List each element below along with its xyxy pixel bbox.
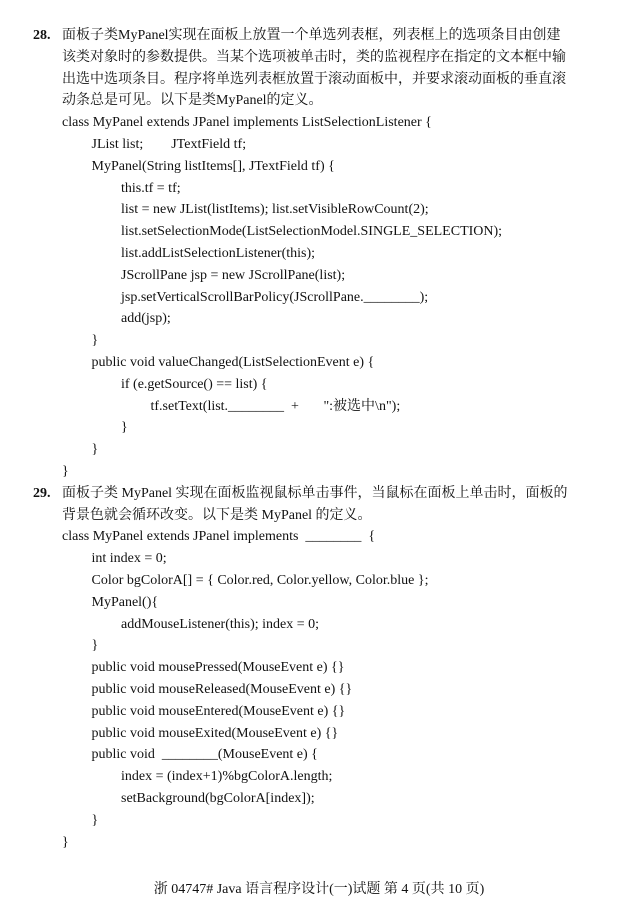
code-line: public void mouseReleased(MouseEvent e) {}	[91, 682, 353, 697]
code-line: }	[62, 834, 69, 850]
question-text-line: 面板子类MyPanel实现在面板上放置一个单选列表框，列表框上的选项条目由创建	[62, 28, 561, 43]
code-line: if (e.getSource() == list) {	[121, 376, 268, 392]
question-text-line: 出选中选项条目。程序将单选列表框放置于滚动面板中，并要求滚动面板的垂直滚	[62, 71, 566, 87]
code-line: MyPanel(){	[91, 594, 159, 610]
code-line: }	[62, 464, 69, 479]
code-line: addMouseListener(this); index = 0;	[121, 616, 320, 632]
code-line: Color bgColorA[] = { Color.red, Color.yellow, Color.blue };	[91, 573, 429, 588]
question-text-line: 动条总是可见。以下是类MyPanel的定义。	[62, 93, 323, 109]
code-line: public void mouseExited(MouseEvent e) {}	[91, 725, 339, 741]
code-line: index = (index+1)%bgColorA.length;	[121, 769, 333, 785]
code-line: }	[91, 812, 99, 828]
question-text-line: 面板子类 MyPanel 实现在面板监视鼠标单击事件，当鼠标在面板上单击时，面板的	[62, 485, 568, 501]
code-line: }	[91, 333, 99, 349]
code-line: list = new JList(listItems); list.setVisibleRowCount(2);	[121, 202, 429, 218]
question-text-line: 背景色就会循环改变。以下是类 MyPanel 的定义。	[62, 507, 372, 523]
code-line: class MyPanel extends JPanel implements ________ {	[62, 529, 376, 545]
code-line: list.setSelectionMode(ListSelectionModel.SINGLE_SELECTION);	[121, 224, 503, 240]
code-line: class MyPanel extends JPanel implements ListSelectionListener {	[62, 115, 432, 131]
question-number: 29.	[33, 485, 51, 501]
code-line: }	[121, 420, 128, 436]
code-line: setBackground(bgColorA[index]);	[121, 791, 315, 806]
code-line: JScrollPane jsp = new JScrollPane(list);	[121, 267, 346, 283]
code-line: }	[91, 638, 99, 654]
question-number: 28.	[33, 28, 51, 43]
code-line: public void mouseEntered(MouseEvent e) {}	[91, 703, 346, 719]
code-line: JList list; JTextField tf;	[91, 137, 247, 152]
code-line: jsp.setVerticalScrollBarPolicy(JScrollPane.________);	[121, 289, 429, 305]
question-text-line: 该类对象时的参数提供。当某个选项被单击时，类的监视程序在指定的文本框中输	[62, 49, 566, 65]
code-line: }	[91, 442, 99, 458]
code-line: public void valueChanged(ListSelectionEvent e) {	[91, 355, 375, 370]
code-line: MyPanel(String listItems[], JTextField tf) {	[91, 158, 335, 174]
code-line: public void mousePressed(MouseEvent e) {}	[91, 660, 345, 676]
code-line: list.addListSelectionListener(this);	[121, 246, 316, 261]
code-line: add(jsp);	[121, 311, 171, 327]
code-line: int index = 0;	[91, 551, 167, 567]
code-line: public void ________(MouseEvent e) {	[91, 747, 318, 763]
page-footer: 浙 04747# Java 语言程序设计(一)试题 第 4 页(共 10 页)	[153, 882, 485, 897]
code-line: this.tf = tf;	[121, 180, 181, 196]
code-line: tf.setText(list.________ + ":被选中\n");	[150, 398, 401, 414]
